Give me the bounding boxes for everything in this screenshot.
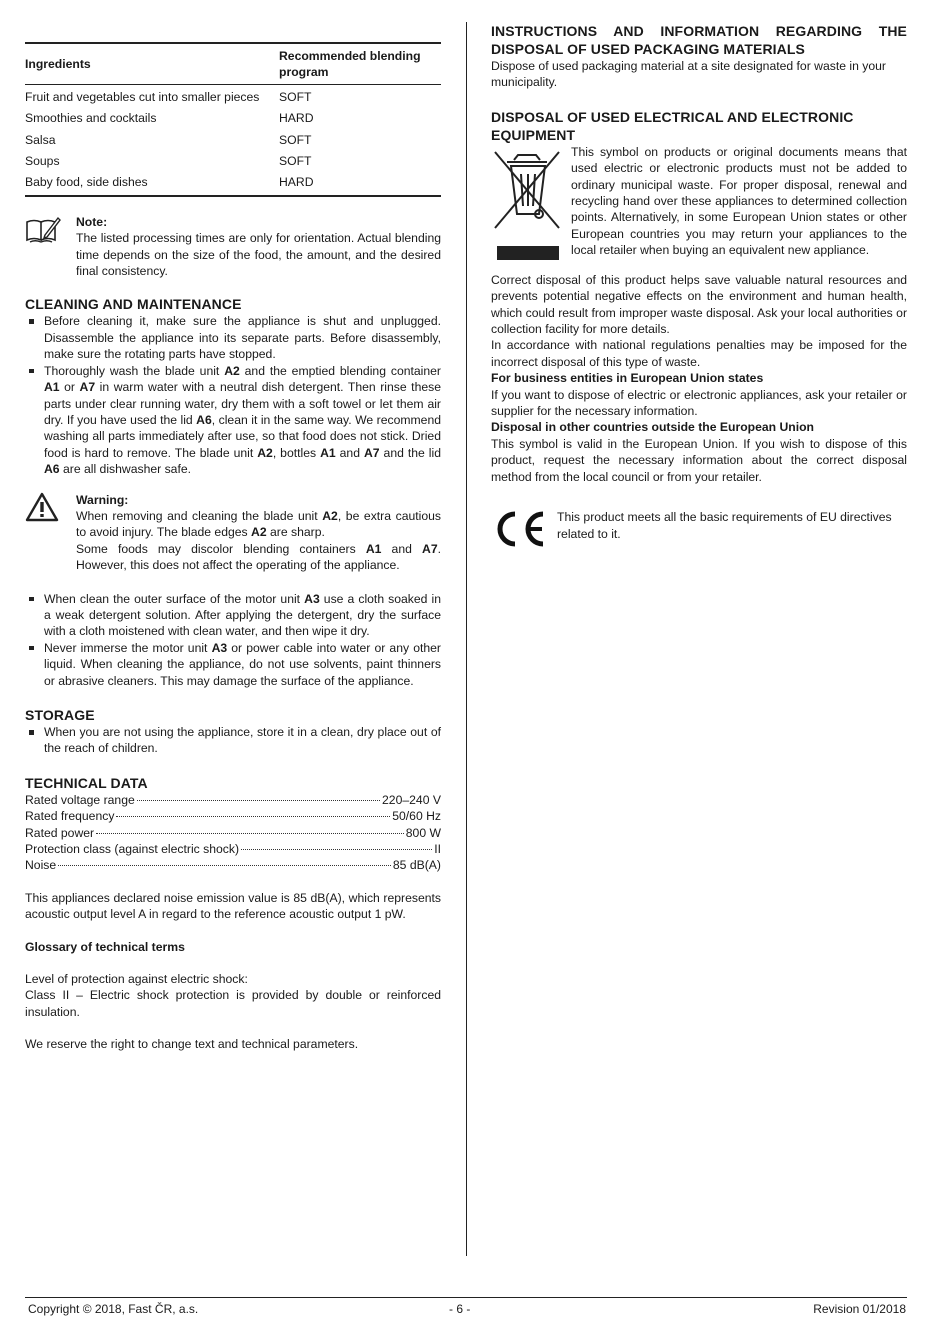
storage-heading: STORAGE [25,707,95,723]
footer-copyright: Copyright © 2018, Fast ČR, a.s. [28,1302,199,1316]
table-row [25,109,441,130]
warning-title: Warning: [76,492,129,507]
footer-revision: Revision 01/2018 [813,1302,906,1316]
cleaning-list-2 [25,591,441,689]
cell-ingredient: Fruit and vegetables cut into smaller pieces [25,89,260,104]
non-eu-text: This symbol is valid in the European Union. If you wish to dispose of this product, request the necessary information about the correct disposal method from the local council or from your retailer. [491,436,907,484]
glossary-text-2: Class II – Electric shock protection is provided by double or reinforced insulation. [25,988,441,1019]
footer-divider [25,1297,907,1298]
cell-program: SOFT [279,154,312,169]
warning-triangle-icon [25,492,59,526]
noise-text: This appliances declared noise emission value is 85 dB(A), which represents acoustic output level A in regard to the reference acoustic output 1 pW. [25,890,441,922]
storage-list [25,724,441,757]
left-column [25,40,441,1053]
penalty-text: In accordance with national regulations penalties may be imposed for the incorrect disposal of this type of waste. [491,338,907,369]
glossary-text-1: Level of protection against electric shock: [25,972,248,987]
right-column [491,22,907,554]
page-number: - 6 - [449,1302,471,1316]
cell-ingredient: Baby food, side dishes [25,173,279,195]
cell-ingredient: Smoothies and cocktails [25,111,157,126]
list-item: Never immerse the motor unit A3 or power cable into water or any other liquid. When cleaning the appliance, do not use solvents, paint thinners or abrasive cleaners. This may damage the surface of the appliance. [25,640,441,689]
packaging-text: Dispose of used packaging material at a site designated for waste in your municipality. [491,59,886,90]
reserve-text: We reserve the right to change text and technical parameters. [25,1037,359,1052]
list-item: When clean the outer surface of the motor unit A3 use a cloth soaked in a weak detergent solution. After applying the detergent, dry the surface with a cloth moistened with clean water, and then wipe it dry. [25,591,441,640]
list-item: When you are not using the appliance, store it in a clean, dry place out of the reach of children. [25,724,441,757]
table-header [25,43,441,84]
cell-program: HARD [279,111,314,126]
column-divider [466,22,467,1256]
table-row [25,131,441,152]
note-box [25,214,441,280]
ce-block [491,509,907,553]
table-row [25,84,441,109]
weee-heading: DISPOSAL OF USED ELECTRICAL AND ELECTRONIC EQUIPMENT [491,108,854,143]
disposal-text: Correct disposal of this product helps save valuable natural resources and prevents potential negative effects on the environment and human health, which could result from improper waste disposal. Ask your local authorities or collection facility for more details. [491,272,907,337]
glossary-heading: Glossary of technical terms [25,939,185,954]
note-text: The listed processing times are only for orientation. Actual blending time depends on the size of the food, the amount, and the desired final consistency. [76,231,441,279]
weee-text: This symbol on products or original documents means that used electric or electronic products must not be added to ordinary municipal waste. For proper disposal, renewal and recycling hand over these appliances to determined collection points. Alternatively, in some European Union states or other European countries you may return your appliances to the local retailer when buying an equivalent new appliance. [571,144,907,258]
technical-data-heading: TECHNICAL DATA [25,774,148,791]
cleaning-list [25,313,441,477]
ce-mark-icon [491,509,557,553]
ingredients-table [25,42,441,197]
note-title: Note: [76,214,108,229]
cleaning-heading: CLEANING AND MAINTENANCE [25,296,242,313]
tech-row: Rated power 800 W [25,825,441,840]
warning-text-1: When removing and cleaning the blade unit A2, be extra cautious to avoid injury. The blade edges A2 are sharp. [76,508,442,540]
cell-program: SOFT [279,89,312,104]
table-row [25,152,441,173]
list-item: Before cleaning it, make sure the appliance is shut and unplugged. Disassemble the appliance into its separate parts. Before disassembly, make sure the rotating parts have stopped. [25,313,441,362]
cell-program: HARD [279,173,441,195]
cell-ingredient: Salsa [25,132,56,147]
tech-row: Noise 85 dB(A) [25,858,441,873]
book-pencil-icon [25,214,61,248]
packaging-heading: INSTRUCTIONS AND INFORMATION REGARDING THE DISPOSAL OF USED PACKAGING MATERIALS [491,23,907,57]
cell-program: SOFT [279,132,312,147]
weee-block [491,144,907,272]
eu-heading: For business entities in European Union states [491,371,764,386]
non-eu-heading: Disposal in other countries outside the European Union [491,420,814,435]
header-ingredients: Ingredients [25,43,279,84]
technical-data-list [25,792,441,874]
tech-row: Protection class (against electric shock) II [25,842,441,857]
tech-row: Rated frequency 50/60 Hz [25,809,441,824]
eu-text: If you want to dispose of electric or electronic appliances, ask your retailer or supplier for the necessary information. [491,387,907,419]
cell-ingredient: Soups [25,154,60,169]
header-program: Recommended blending program [279,43,441,84]
tech-row: Rated voltage range 220–240 V [25,792,441,807]
warning-box [25,492,441,574]
table-row [25,173,441,195]
crossed-bin-icon [491,144,567,272]
ce-text: This product meets all the basic requirements of EU directives related to it. [557,510,892,541]
warning-text-2: Some foods may discolor blending containers A1 and A7. However, this does not affect the operating of the appliance. [76,541,441,573]
list-item: Thoroughly wash the blade unit A2 and the emptied blending container A1 or A7 in warm water with a neutral dish detergent. Then rinse these parts under clear running water, dry them with a soft towel or let them air dry. If you have used the lid A6, clean it in the same way. We recommend washing all parts immediately after use, so that food does not stick. Dried food is hard to remove. The blade unit A2, bottles A1 and A7 and the lid A6 are all dishwasher safe. [25,363,441,478]
